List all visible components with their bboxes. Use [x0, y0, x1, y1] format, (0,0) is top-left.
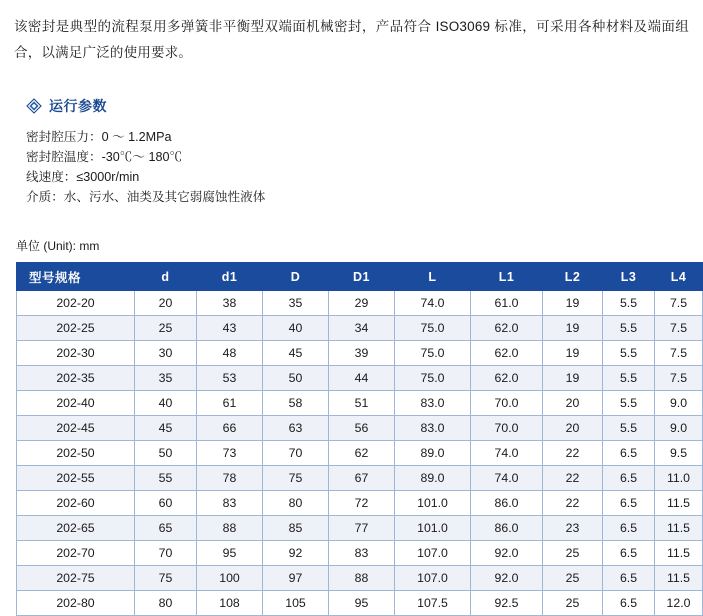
- cell-L3: 5.5: [603, 316, 655, 341]
- cell-L3: 5.5: [603, 291, 655, 316]
- cell-L3: 5.5: [603, 391, 655, 416]
- cell-L4: 11.0: [655, 466, 703, 491]
- cell-L1: 62.0: [471, 366, 543, 391]
- cell-d1: 38: [197, 291, 263, 316]
- table-row: [17, 491, 703, 516]
- cell-model: 202-45: [17, 416, 135, 441]
- cell-D: 97: [263, 566, 329, 591]
- cell-L: 107.0: [395, 541, 471, 566]
- cell-d: 65: [135, 516, 197, 541]
- cell-L4: 7.5: [655, 291, 703, 316]
- cell-L3: 6.5: [603, 441, 655, 466]
- cell-L: 83.0: [395, 391, 471, 416]
- cell-D: 75: [263, 466, 329, 491]
- cell-D: 58: [263, 391, 329, 416]
- cell-d1: 73: [197, 441, 263, 466]
- cell-L4: 7.5: [655, 341, 703, 366]
- cell-L4: 12.0: [655, 591, 703, 616]
- cell-d1: 83: [197, 491, 263, 516]
- cell-L4: 9.0: [655, 391, 703, 416]
- cell-D: 80: [263, 491, 329, 516]
- cell-model: 202-55: [17, 466, 135, 491]
- column-header-D1: D1: [329, 263, 395, 291]
- cell-L3: 6.5: [603, 566, 655, 591]
- section-title: 运行参数: [49, 98, 107, 114]
- column-header-D: D: [263, 263, 329, 291]
- table-body: [17, 291, 703, 616]
- cell-L4: 11.5: [655, 491, 703, 516]
- cell-d: 25: [135, 316, 197, 341]
- cell-D1: 39: [329, 341, 395, 366]
- cell-D: 63: [263, 416, 329, 441]
- column-header-d1: d1: [197, 263, 263, 291]
- cell-D1: 34: [329, 316, 395, 341]
- cell-model: 202-35: [17, 366, 135, 391]
- column-header-d: d: [135, 263, 197, 291]
- cell-L1: 62.0: [471, 316, 543, 341]
- cell-D1: 67: [329, 466, 395, 491]
- cell-L2: 19: [543, 316, 603, 341]
- cell-D1: 29: [329, 291, 395, 316]
- table-row: [17, 466, 703, 491]
- cell-L1: 61.0: [471, 291, 543, 316]
- cell-L2: 22: [543, 491, 603, 516]
- cell-D1: 83: [329, 541, 395, 566]
- cell-L2: 20: [543, 391, 603, 416]
- cell-L3: 6.5: [603, 466, 655, 491]
- cell-d1: 88: [197, 516, 263, 541]
- column-header-L1: L1: [471, 263, 543, 291]
- cell-d: 80: [135, 591, 197, 616]
- cell-L: 74.0: [395, 291, 471, 316]
- cell-L2: 25: [543, 566, 603, 591]
- specification-table: [16, 262, 703, 616]
- cell-model: 202-65: [17, 516, 135, 541]
- cell-L2: 25: [543, 541, 603, 566]
- cell-D: 45: [263, 341, 329, 366]
- cell-L: 75.0: [395, 316, 471, 341]
- cell-L3: 6.5: [603, 516, 655, 541]
- diamond-icon: [26, 98, 42, 114]
- cell-d1: 108: [197, 591, 263, 616]
- cell-L4: 11.5: [655, 541, 703, 566]
- cell-d: 55: [135, 466, 197, 491]
- cell-model: 202-70: [17, 541, 135, 566]
- cell-L: 107.0: [395, 566, 471, 591]
- cell-L2: 25: [543, 591, 603, 616]
- table-row: [17, 591, 703, 616]
- cell-d: 20: [135, 291, 197, 316]
- table-row: [17, 341, 703, 366]
- cell-D1: 95: [329, 591, 395, 616]
- cell-L4: 11.5: [655, 566, 703, 591]
- param-medium: 介质：水、污水、油类及其它弱腐蚀性液体: [26, 190, 266, 204]
- cell-L: 89.0: [395, 466, 471, 491]
- cell-L: 83.0: [395, 416, 471, 441]
- cell-d: 30: [135, 341, 197, 366]
- cell-L2: 20: [543, 416, 603, 441]
- cell-L4: 9.5: [655, 441, 703, 466]
- cell-L1: 70.0: [471, 416, 543, 441]
- table-header-row: [17, 263, 703, 291]
- cell-L2: 19: [543, 366, 603, 391]
- cell-L2: 22: [543, 466, 603, 491]
- table-row: [17, 566, 703, 591]
- cell-model: 202-25: [17, 316, 135, 341]
- cell-D: 50: [263, 366, 329, 391]
- cell-D: 70: [263, 441, 329, 466]
- cell-L2: 19: [543, 291, 603, 316]
- cell-d1: 53: [197, 366, 263, 391]
- cell-D: 35: [263, 291, 329, 316]
- cell-L: 101.0: [395, 516, 471, 541]
- cell-d1: 95: [197, 541, 263, 566]
- table-row: [17, 516, 703, 541]
- cell-D: 85: [263, 516, 329, 541]
- cell-d1: 61: [197, 391, 263, 416]
- cell-D1: 77: [329, 516, 395, 541]
- cell-model: 202-50: [17, 441, 135, 466]
- table-row: [17, 291, 703, 316]
- cell-d: 40: [135, 391, 197, 416]
- cell-L4: 9.0: [655, 416, 703, 441]
- table-row: [17, 316, 703, 341]
- cell-L1: 74.0: [471, 466, 543, 491]
- cell-d: 35: [135, 366, 197, 391]
- cell-D1: 88: [329, 566, 395, 591]
- cell-d1: 78: [197, 466, 263, 491]
- cell-model: 202-80: [17, 591, 135, 616]
- cell-L3: 5.5: [603, 416, 655, 441]
- cell-L1: 62.0: [471, 341, 543, 366]
- cell-L: 107.5: [395, 591, 471, 616]
- cell-L3: 6.5: [603, 491, 655, 516]
- cell-d: 75: [135, 566, 197, 591]
- cell-D: 40: [263, 316, 329, 341]
- param-pressure: 密封腔压力：0 ～ 1.2MPa: [26, 130, 172, 144]
- cell-L: 89.0: [395, 441, 471, 466]
- cell-L4: 7.5: [655, 366, 703, 391]
- param-temperature: 密封腔温度：-30℃～ 180℃: [26, 150, 183, 164]
- cell-d: 50: [135, 441, 197, 466]
- cell-model: 202-60: [17, 491, 135, 516]
- cell-d: 70: [135, 541, 197, 566]
- cell-D1: 72: [329, 491, 395, 516]
- cell-d1: 100: [197, 566, 263, 591]
- table-row: [17, 416, 703, 441]
- cell-L2: 22: [543, 441, 603, 466]
- param-speed: 线速度：≤3000r/min: [26, 170, 140, 184]
- cell-L3: 6.5: [603, 541, 655, 566]
- cell-L1: 92.0: [471, 541, 543, 566]
- cell-D: 92: [263, 541, 329, 566]
- table-row: [17, 441, 703, 466]
- cell-model: 202-75: [17, 566, 135, 591]
- cell-L1: 74.0: [471, 441, 543, 466]
- cell-L2: 23: [543, 516, 603, 541]
- cell-L1: 70.0: [471, 391, 543, 416]
- cell-L1: 86.0: [471, 516, 543, 541]
- cell-model: 202-30: [17, 341, 135, 366]
- section-header: [26, 96, 691, 116]
- cell-D1: 51: [329, 391, 395, 416]
- cell-model: 202-40: [17, 391, 135, 416]
- cell-L: 75.0: [395, 341, 471, 366]
- cell-L4: 11.5: [655, 516, 703, 541]
- unit-label: 单位 (Unit): mm: [16, 239, 100, 253]
- table-row: [17, 391, 703, 416]
- parameter-list: [26, 127, 691, 207]
- cell-L3: 5.5: [603, 341, 655, 366]
- cell-D1: 56: [329, 416, 395, 441]
- cell-L: 101.0: [395, 491, 471, 516]
- cell-d1: 43: [197, 316, 263, 341]
- cell-d: 60: [135, 491, 197, 516]
- table-row: [17, 366, 703, 391]
- intro-paragraph: 该密封是典型的流程泵用多弹簧非平衡型双端面机械密封，产品符合 ISO3069 标准，可采用各种材料及端面组合，以满足广泛的使用要求。: [14, 19, 689, 60]
- column-header-L: L: [395, 263, 471, 291]
- cell-L1: 92.0: [471, 566, 543, 591]
- cell-d1: 66: [197, 416, 263, 441]
- cell-L: 75.0: [395, 366, 471, 391]
- cell-L2: 19: [543, 341, 603, 366]
- column-header-L2: L2: [543, 263, 603, 291]
- column-header-L3: L3: [603, 263, 655, 291]
- cell-D: 105: [263, 591, 329, 616]
- column-header-L4: L4: [655, 263, 703, 291]
- cell-L1: 92.5: [471, 591, 543, 616]
- cell-D1: 44: [329, 366, 395, 391]
- cell-d: 45: [135, 416, 197, 441]
- cell-d1: 48: [197, 341, 263, 366]
- cell-model: 202-20: [17, 291, 135, 316]
- cell-L4: 7.5: [655, 316, 703, 341]
- column-header-model: 型号规格: [17, 263, 135, 291]
- cell-L1: 86.0: [471, 491, 543, 516]
- cell-L3: 5.5: [603, 366, 655, 391]
- cell-L3: 6.5: [603, 591, 655, 616]
- table-row: [17, 541, 703, 566]
- cell-D1: 62: [329, 441, 395, 466]
